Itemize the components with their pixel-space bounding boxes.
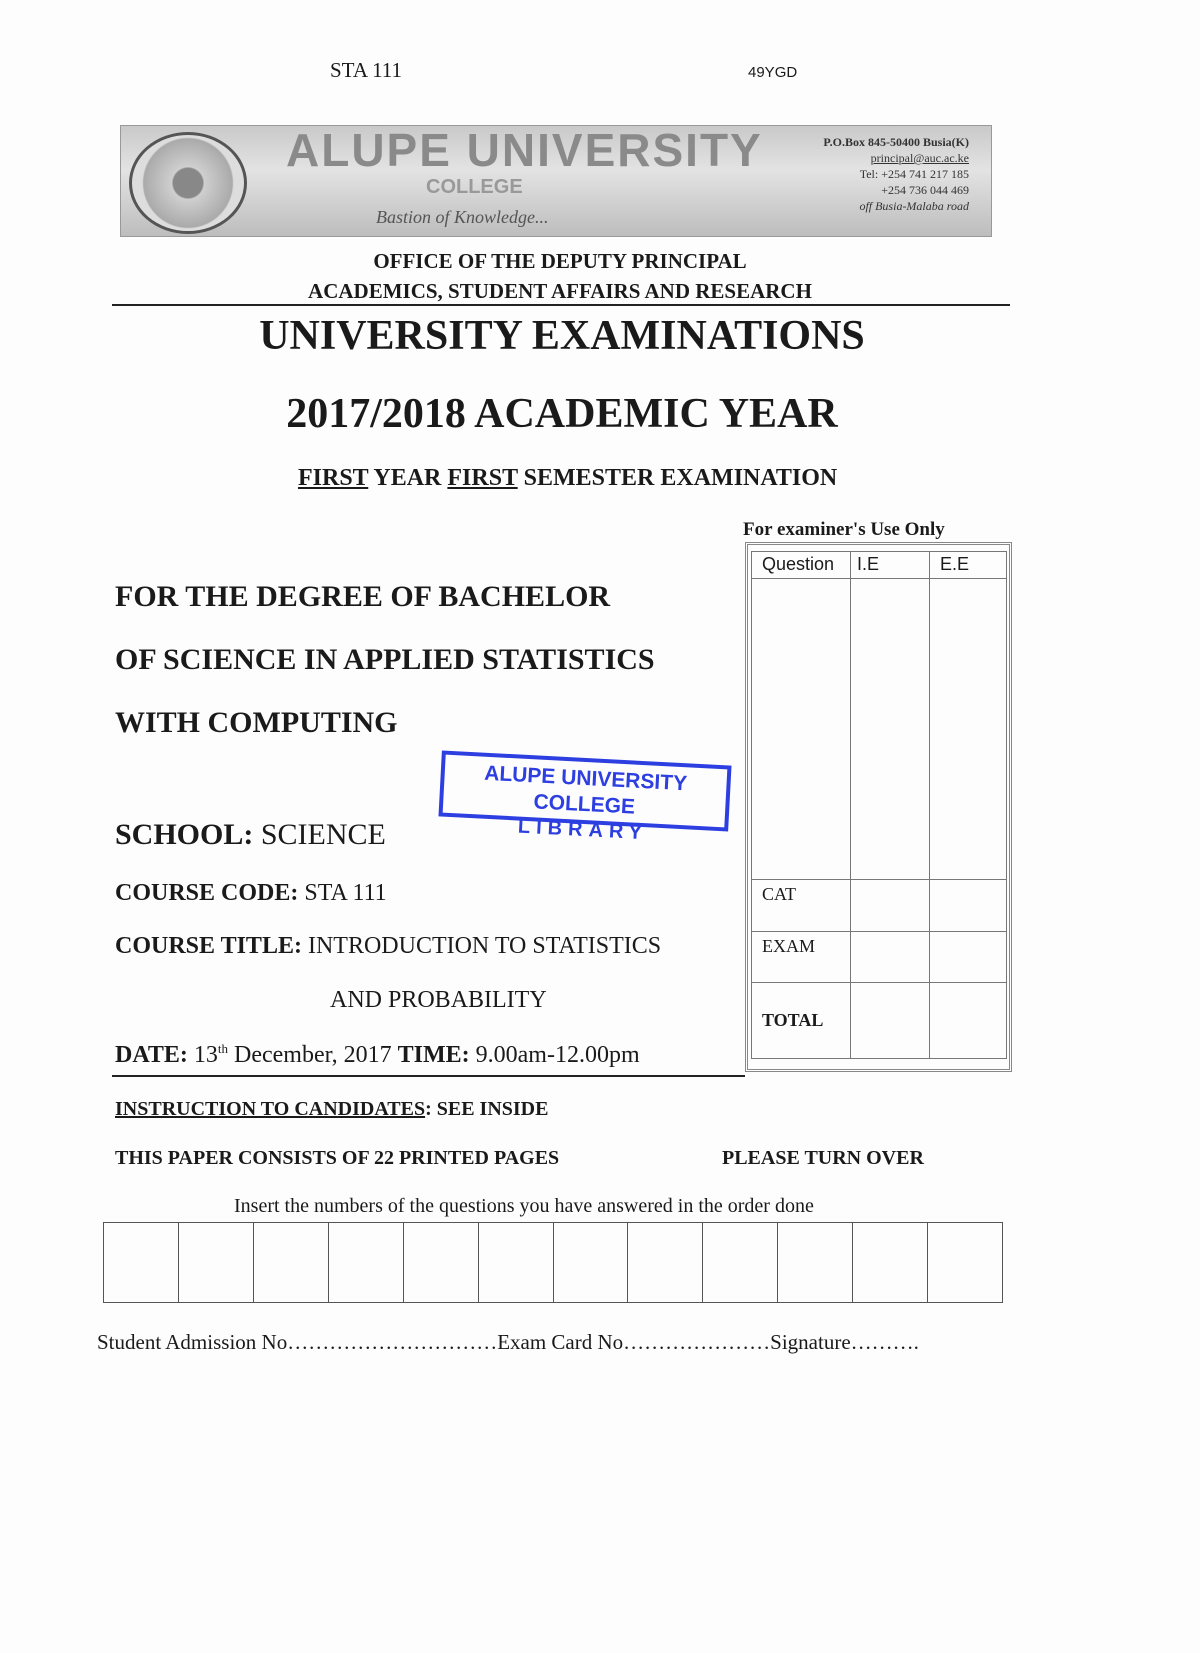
student-details-line: Student Admission No…………………………Exam Card No…………………Signature………. bbox=[97, 1330, 919, 1354]
divider bbox=[112, 304, 1010, 306]
col-header: I.E bbox=[851, 552, 930, 579]
value: th bbox=[217, 1041, 229, 1056]
cell[interactable] bbox=[851, 932, 930, 983]
stamp-line-2: LIBRARY bbox=[517, 815, 649, 845]
insert-instruction: Insert the numbers of the questions you have answered in the order done bbox=[234, 1195, 814, 1217]
answer-box[interactable] bbox=[778, 1223, 853, 1302]
answer-box[interactable] bbox=[479, 1223, 554, 1302]
academic-year: 2017/2018 ACADEMIC YEAR bbox=[286, 391, 838, 437]
degree-line: FOR THE DEGREE OF BACHELOR bbox=[115, 580, 611, 613]
banner-motto: Bastion of Knowledge... bbox=[376, 207, 549, 227]
row-label: EXAM bbox=[752, 932, 851, 983]
exam-title: UNIVERSITY EXAMINATIONS bbox=[259, 313, 865, 359]
answer-box[interactable] bbox=[254, 1223, 329, 1302]
contact-address: off Busia-Malaba road bbox=[859, 199, 969, 213]
cell[interactable] bbox=[930, 983, 1007, 1059]
cell[interactable] bbox=[851, 880, 930, 932]
degree-title bbox=[115, 565, 655, 754]
examiner-table bbox=[745, 542, 1012, 1072]
semester-heading bbox=[298, 465, 837, 492]
semester-word: SEMESTER EXAMINATION bbox=[517, 465, 838, 491]
stamp-line-1: ALUPE UNIVERSITY COLLEGE bbox=[483, 761, 688, 819]
answered-questions-grid bbox=[103, 1222, 1003, 1303]
date-time-line bbox=[115, 1041, 640, 1069]
contact-box: P.O.Box 845-50400 Busia(K) bbox=[823, 135, 969, 149]
value: INTRODUCTION TO STATISTICS bbox=[301, 933, 662, 959]
value: STA 111 bbox=[298, 880, 387, 906]
course-title-line-2: AND PROBABILITY bbox=[330, 987, 547, 1013]
course-code-line bbox=[115, 880, 387, 907]
label: SCHOOL: bbox=[115, 818, 254, 851]
header-course-code: STA 111 bbox=[330, 58, 403, 82]
row-label: TOTAL bbox=[752, 983, 851, 1059]
library-stamp bbox=[438, 750, 731, 845]
value: 9.00am-12.00pm bbox=[469, 1042, 640, 1068]
col-header: E.E bbox=[930, 552, 1007, 579]
contact-tel2: +254 736 044 469 bbox=[881, 183, 969, 197]
label: DATE: bbox=[115, 1042, 188, 1068]
office-line-2: ACADEMICS, STUDENT AFFAIRS AND RESEARCH bbox=[308, 279, 812, 303]
value: : SEE INSIDE bbox=[425, 1098, 549, 1120]
instruction-line bbox=[115, 1098, 548, 1121]
label: INSTRUCTION TO CANDIDATES bbox=[115, 1098, 426, 1120]
pages-note: THIS PAPER CONSISTS OF 22 PRINTED PAGES bbox=[115, 1147, 560, 1169]
examiner-heading: For examiner's Use Only bbox=[743, 519, 945, 540]
cell[interactable] bbox=[851, 983, 930, 1059]
header-ref-code: 49YGD bbox=[748, 64, 798, 81]
university-seal-logo bbox=[129, 132, 247, 234]
office-heading bbox=[0, 246, 1120, 306]
semester-word: YEAR bbox=[368, 465, 448, 491]
answer-box[interactable] bbox=[179, 1223, 254, 1302]
contact-email: principal@auc.ac.ke bbox=[870, 151, 969, 165]
col-header: Question bbox=[752, 552, 851, 579]
divider bbox=[112, 1075, 745, 1077]
course-title-line bbox=[115, 933, 661, 960]
row-label: CAT bbox=[752, 880, 851, 932]
value: 13 bbox=[187, 1042, 218, 1068]
answer-box[interactable] bbox=[928, 1223, 1002, 1302]
label: TIME: bbox=[397, 1042, 470, 1068]
office-line-1: OFFICE OF THE DEPUTY PRINCIPAL bbox=[373, 249, 747, 273]
answer-box[interactable] bbox=[628, 1223, 703, 1302]
semester-word: FIRST bbox=[447, 465, 518, 491]
contact-tel: Tel: +254 741 217 185 bbox=[859, 167, 969, 181]
label: COURSE CODE: bbox=[115, 880, 299, 906]
school-line bbox=[115, 818, 386, 852]
banner-sub: COLLEGE bbox=[426, 176, 523, 198]
university-banner bbox=[120, 125, 992, 237]
banner-name: ALUPE UNIVERSITY bbox=[286, 124, 763, 176]
cell[interactable] bbox=[930, 579, 1007, 880]
cell[interactable] bbox=[752, 579, 851, 880]
degree-line: WITH COMPUTING bbox=[115, 706, 398, 739]
answer-box[interactable] bbox=[104, 1223, 179, 1302]
cell[interactable] bbox=[930, 932, 1007, 983]
value: SCIENCE bbox=[253, 818, 386, 851]
banner-contact bbox=[823, 134, 969, 214]
turn-over-note: PLEASE TURN OVER bbox=[722, 1147, 924, 1169]
semester-word: FIRST bbox=[298, 465, 369, 491]
value: December, 2017 bbox=[228, 1042, 398, 1068]
answer-box[interactable] bbox=[554, 1223, 629, 1302]
answer-box[interactable] bbox=[404, 1223, 479, 1302]
cell[interactable] bbox=[930, 880, 1007, 932]
cell[interactable] bbox=[851, 579, 930, 880]
answer-box[interactable] bbox=[853, 1223, 928, 1302]
answer-box[interactable] bbox=[703, 1223, 778, 1302]
answer-box[interactable] bbox=[329, 1223, 404, 1302]
label: COURSE TITLE: bbox=[115, 933, 302, 959]
degree-line: OF SCIENCE IN APPLIED STATISTICS bbox=[115, 643, 655, 676]
